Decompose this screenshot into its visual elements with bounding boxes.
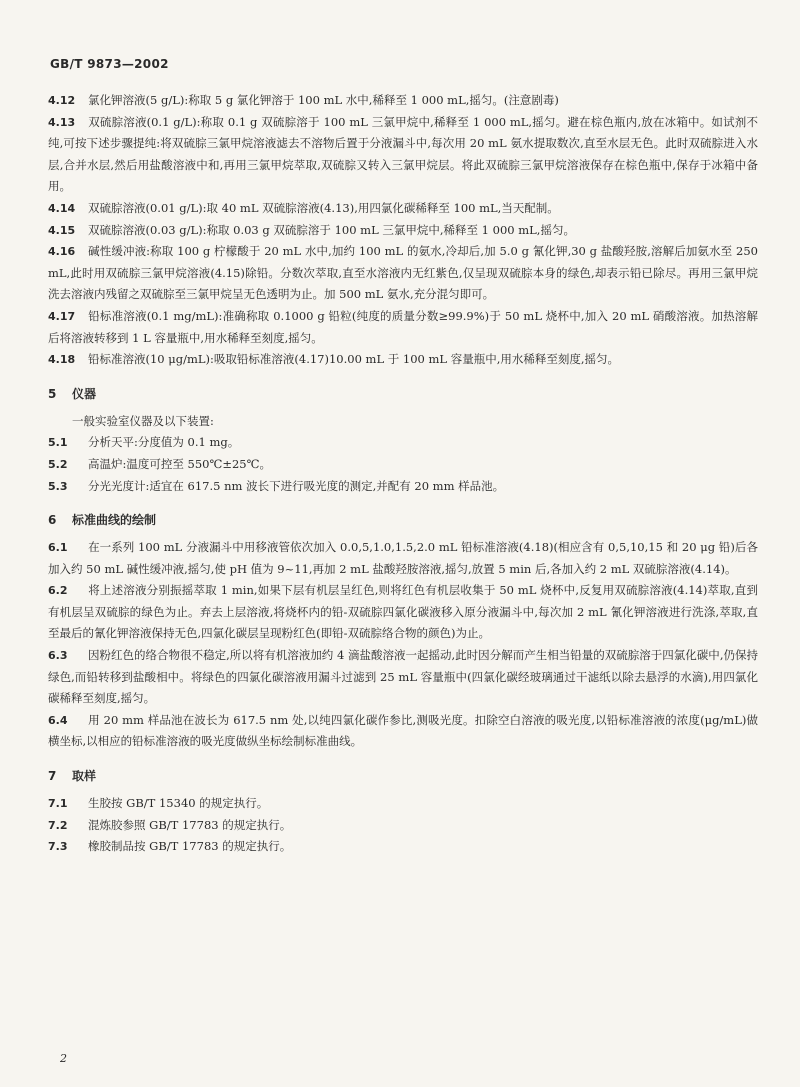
clause-text: 将上述溶液分别振摇萃取 1 min,如果下层有机层呈红色,则将红色有机层收集于 50 mL 烧杯中,反复用双硫腙溶液(4.14)萃取,直到有机层呈双硫腙的绿色为止。弃去上层溶液,将烧杯内的铅-双硫腙四氯化碳液移入原分液漏斗中,每次加 2 mL 氰化钾溶液进行洗涤,萃取,直至最后的氰化钾溶液保持无色,四氯化碳层呈现粉红色(即铅-双硫腙络合物的颜色)为止。 bbox=[48, 583, 758, 641]
clause-text: 用 20 mm 样品池在波长为 617.5 nm 处,以纯四氯化碳作参比,测吸光度。扣除空白溶液的吸光度,以铅标准溶液的浓度(μg/mL)做横坐标,以相应的铅标准溶液的吸光度做纵坐标绘制标准曲线。 bbox=[48, 712, 758, 749]
clause-text: 橡胶制品按 GB/T 17783 的规定执行。 bbox=[88, 839, 292, 854]
clause-4-18 bbox=[48, 349, 758, 371]
clause-number: 5.2 bbox=[48, 457, 68, 471]
clause-text: 碱性缓冲液:称取 100 g 柠檬酸于 20 mL 水中,加约 100 mL 的氨水,冷却后,加 5.0 g 氰化钾,30 g 盐酸羟胺,溶解后加氨水至 250 mL,此时用双硫腙三氯甲烷溶液(4.15)除铅。分数次萃取,直至水溶液内无红紫色,仅呈现双硫腙本身的绿色,却表示铅已除尽。再用三氯甲烷洗去溶液内残留之双硫腙至三氯甲烷呈无色透明为止。加 500 mL 氨水,充分混匀即可。 bbox=[48, 244, 758, 302]
clause-4-14 bbox=[48, 198, 758, 220]
clause-number: 4.18 bbox=[48, 353, 76, 367]
clause-5-3 bbox=[48, 476, 758, 498]
clause-text: 混炼胶参照 GB/T 17783 的规定执行。 bbox=[88, 817, 292, 832]
clause-number: 4.15 bbox=[48, 223, 76, 237]
clause-text: 分光光度计:适宜在 617.5 nm 波长下进行吸光度的测定,并配有 20 mm 样品池。 bbox=[88, 478, 505, 493]
section-number: 5 bbox=[48, 386, 57, 401]
clause-5-2 bbox=[48, 454, 758, 476]
clause-number: 6.3 bbox=[48, 649, 68, 663]
clause-text: 分析天平:分度值为 0.1 mg。 bbox=[88, 435, 240, 450]
clause-text: 双硫腙溶液(0.1 g/L):称取 0.1 g 双硫腙溶于 100 mL 三氯甲烷中,稀释至 1 000 mL,摇匀。避在棕色瓶内,放在冰箱中。如试剂不纯,可按下述步骤提纯:将双硫腙三氯甲烷溶液滤去不溶物后置于分液漏斗中,每次用 20 mL 氨水提取数次,直至水层无色。此时双硫腙进入水层,合并水层,然后用盐酸溶液中和,再用三氯甲烷萃取,双硫腙又转入三氯甲烷层。将此双硫腙三氯甲烷溶液保存在棕色瓶中,保存于冰箱中备用。 bbox=[48, 114, 758, 194]
clause-number: 4.16 bbox=[48, 245, 76, 259]
clause-text: 高温炉:温度可控至 550℃±25℃。 bbox=[88, 456, 271, 471]
clause-number: 7.1 bbox=[48, 797, 68, 811]
section-5-heading bbox=[48, 383, 758, 405]
clause-text: 铅标准溶液(10 μg/mL):吸取铅标准溶液(4.17)10.00 mL 于 100 mL 容量瓶中,用水稀释至刻度,摇匀。 bbox=[88, 352, 620, 367]
clause-4-16 bbox=[48, 241, 758, 306]
clause-number: 6.2 bbox=[48, 584, 68, 598]
standard-code-header: GB/T 9873—2002 bbox=[50, 57, 169, 71]
clause-number: 6.4 bbox=[48, 713, 68, 727]
clause-number: 4.13 bbox=[48, 115, 76, 129]
clause-7-1 bbox=[48, 793, 758, 815]
clause-text: 氯化钾溶液(5 g/L):称取 5 g 氯化钾溶于 100 mL 水中,稀释至 1 000 mL,摇匀。(注意剧毒) bbox=[88, 93, 559, 107]
clause-number: 4.12 bbox=[48, 94, 76, 107]
section-number: 6 bbox=[48, 513, 57, 528]
document-body bbox=[48, 90, 758, 858]
clause-number: 4.17 bbox=[48, 309, 76, 323]
clause-6-4 bbox=[48, 710, 758, 753]
clause-text: 因粉红色的络合物很不稳定,所以将有机溶液加约 4 滴盐酸溶液一起摇动,此时因分解而产生相当铅量的双硫腙溶于四氯化碳中,仍保持绿色,而铅转移到盐酸相中。将绿色的四氯化碳溶液用漏斗过滤到 25 mL 容量瓶中(四氯化碳经玻璃通过干滤纸以除去悬浮的水滴),用四氯化碳稀释至刻度,摇匀。 bbox=[48, 648, 758, 706]
clause-6-3 bbox=[48, 645, 758, 710]
clause-6-2 bbox=[48, 580, 758, 645]
section-title: 取样 bbox=[72, 769, 97, 784]
section-title: 仪器 bbox=[72, 386, 97, 401]
clause-number: 5.1 bbox=[48, 436, 68, 450]
clause-5-1 bbox=[48, 432, 758, 454]
clause-text: 铅标准溶液(0.1 mg/mL):准确称取 0.1000 g 铅粒(纯度的质量分数≥99.9%)于 50 mL 烧杯中,加入 20 mL 硝酸溶液。加热溶解后将溶液转移到 1 L 容量瓶中,用水稀释至刻度,摇匀。 bbox=[48, 308, 758, 345]
clause-number: 6.1 bbox=[48, 541, 68, 555]
clause-4-13 bbox=[48, 112, 758, 198]
clause-number: 4.14 bbox=[48, 201, 76, 215]
clause-7-2 bbox=[48, 815, 758, 837]
clause-text: 在一系列 100 mL 分液漏斗中用移液管依次加入 0.0,5,1.0,1.5,2.0 mL 铅标准溶液(4.18)(相应含有 0,5,10,15 和 20 μg 铅)后各加入约 50 mL 碱性缓冲液,摇匀,使 pH 值为 9~11,再加 2 mL 盐酸羟胺溶液,摇匀,放置 5 min 后,各加入约 2 mL 双硫腙溶液(4.14)。 bbox=[48, 540, 758, 576]
clause-7-3 bbox=[48, 836, 758, 858]
section-7-heading bbox=[48, 765, 758, 787]
clause-6-1 bbox=[48, 537, 758, 580]
section-number: 7 bbox=[48, 769, 57, 784]
section-title: 标准曲线的绘制 bbox=[72, 513, 157, 528]
section-5-intro: 一般实验室仪器及以下装置: bbox=[72, 413, 214, 428]
clause-4-15 bbox=[48, 220, 758, 242]
clause-number: 7.3 bbox=[48, 840, 68, 854]
page-number: 2 bbox=[60, 1052, 67, 1065]
clause-text: 生胶按 GB/T 15340 的规定执行。 bbox=[88, 796, 269, 811]
section-6-heading bbox=[48, 509, 758, 531]
clause-number: 5.3 bbox=[48, 479, 68, 493]
clause-text: 双硫腙溶液(0.03 g/L):称取 0.03 g 双硫腙溶于 100 mL 三氯甲烷中,稀释至 1 000 mL,摇匀。 bbox=[88, 222, 575, 237]
clause-4-12 bbox=[48, 90, 758, 112]
clause-text: 双硫腙溶液(0.01 g/L):取 40 mL 双硫腙溶液(4.13),用四氯化碳稀释至 100 mL,当天配制。 bbox=[88, 200, 559, 215]
clause-4-17 bbox=[48, 306, 758, 349]
clause-number: 7.2 bbox=[48, 818, 68, 832]
